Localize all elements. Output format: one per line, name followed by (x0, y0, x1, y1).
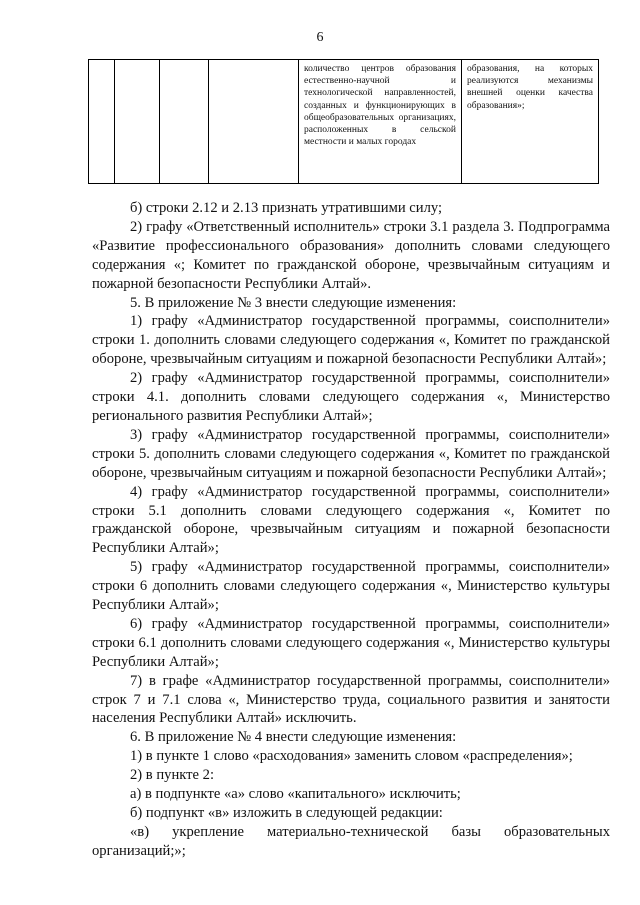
paragraph: 6) графу «Администратор государственной программы, соисполнители» строки 6.1 дополнить словами следующего содержания «, Министерство культуры Республики Алтай»; (92, 615, 610, 670)
paragraph: 4) графу «Администратор государственной программы, соисполнители» строки 5.1 дополнить словами следующего содержания «, Комитет по гражданской обороне, чрезвычайным ситуациям и пожарной безопасности Республики Алтай»; (92, 483, 610, 557)
table-cell (89, 60, 115, 184)
table-row (89, 60, 599, 184)
paragraph: 5) графу «Администратор государственной программы, соисполнители» строки 6 дополнить словами следующего содержания «, Министерство культуры Республики Алтай»; (92, 559, 610, 614)
page-number: 6 (316, 30, 324, 45)
paragraph: 3) графу «Администратор государственной программы, соисполнители» строки 5. дополнить словами следующего содержания «, Комитет по гражданской обороне, чрезвычайным ситуациям и пожарной безопасности Республики Алтай»; (92, 426, 610, 481)
table-cell (160, 60, 209, 184)
continuation-table (88, 59, 599, 184)
table-cell (209, 60, 299, 184)
paragraph: 2) графу «Ответственный исполнитель» строки 3.1 раздела 3. Подпрограмма «Развитие профессионального образования» дополнить словами следующего содержания «; Комитет по гражданской обороне, чрезвычайным ситуациям и пожарной безопасности Республики Алтай». (92, 218, 610, 292)
table-cell-indicator: количество центров образования естественно-научной и технологической направленностей, созданных и функционирующих в общеобразовательных организациях, расположенных в сельской местности и малых городах (299, 60, 462, 184)
paragraph: 1) в пункте 1 слово «расходования» заменить словом «распределения»; (130, 748, 573, 765)
paragraph: 2) в пункте 2: (130, 767, 215, 784)
paragraph: б) строки 2.12 и 2.13 признать утратившими силу; (130, 200, 443, 216)
paragraph: 2) графу «Администратор государственной программы, соисполнители» строки 4.1. дополнить словами следующего содержания «, Министерство регионального развития Республики Алтай»; (92, 370, 610, 424)
paragraph: «в) укрепление материально-технической базы образовательных организаций;»; (92, 823, 610, 859)
paragraph: 7) в графе «Администратор государственной программы, соисполнители» строк 7 и 7.1 слова «, Министерство труда, социального развития и занятости населения Республики Алтай» исключить. (92, 672, 610, 727)
paragraph: а) в подпункте «а» слово «капитального» исключить; (130, 786, 461, 803)
paragraph: 6. В приложение № 4 внести следующие изменения: (130, 729, 457, 746)
document-body (92, 199, 610, 861)
paragraph: б) подпункт «в» изложить в следующей редакции: (130, 805, 443, 821)
paragraph: 5. В приложение № 3 внести следующие изменения: (130, 294, 457, 311)
table-cell (115, 60, 160, 184)
paragraph: 1) графу «Администратор государственной программы, соисполнители» строки 1. дополнить словами следующего содержания «, Комитет по гражданской обороне, чрезвычайным ситуациям и пожарной безопасности Республики Алтай»; (92, 313, 610, 368)
table-cell-continuation: образования, на которых реализуются механизмы внешней оценки качества образования»; (462, 60, 599, 184)
